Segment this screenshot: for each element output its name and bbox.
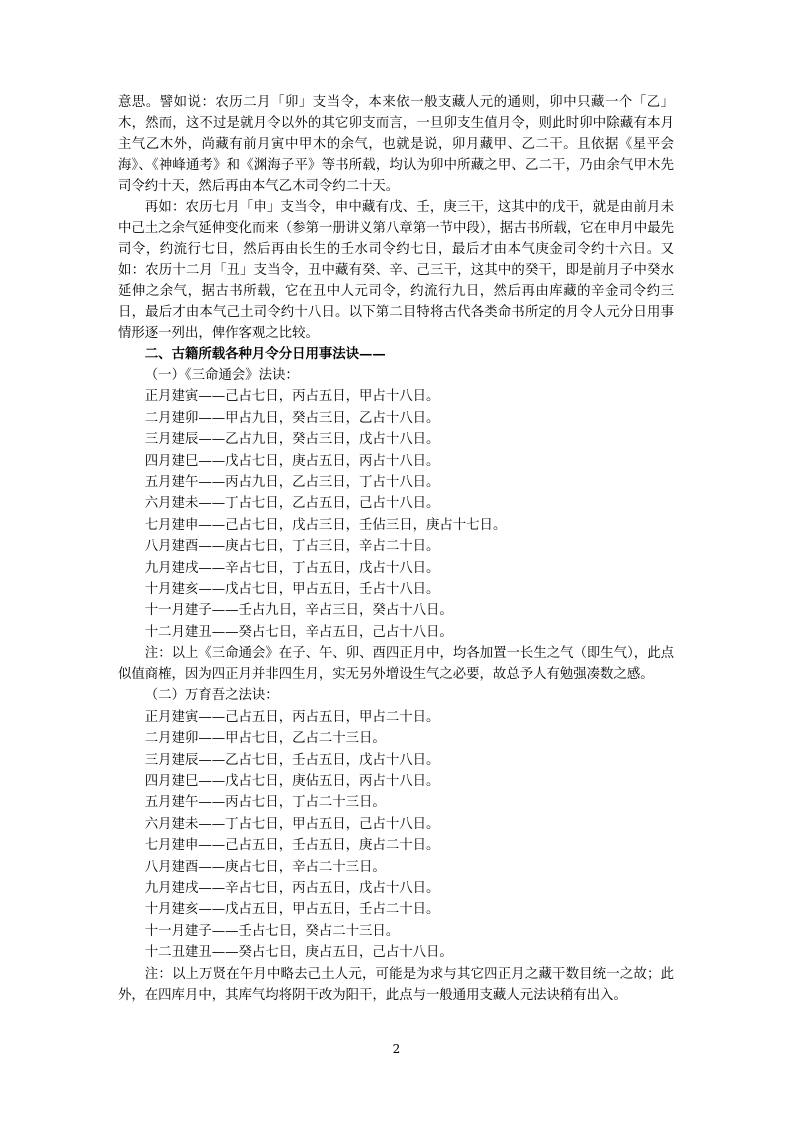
rule-line: 正月建寅——己占七日，丙占五日，甲占十八日。 xyxy=(144,389,440,405)
paragraph-intro: 意思。譬如说：农历二月「卯」支当令，本来依一般支藏人元的通则，卯中只藏一个「乙」木，然而，这不过是就月令以外的其它卯支而言，一旦卯支生值月令，则此时卯中除藏有本月主气乙木外，尚藏有前月寅中甲木的余气，也就是说，卯月藏甲、乙二干。且依据《星平会海》、《神峰通考》和《渊海子平》等书所载，均认为卯中所藏之甲、乙二干，乃由余气甲木先司令约十天，然后再由本气乙木司令约二十天。 xyxy=(118,95,674,194)
rule-line: 十一月建子——壬占九日，辛占三日，癸占十八日。 xyxy=(144,603,453,619)
section-heading: 二、古籍所载各种月令分日用事法诀—— xyxy=(144,346,386,362)
rule-line: 四月建巳——戊占七日，庚佔五日，丙占十八日。 xyxy=(144,773,440,789)
rule-line: 十二月建丑——癸占七日，辛占五日，己占十八日。 xyxy=(144,624,453,640)
rule-line: 九月建戌——辛占七日，丁占五日，戊占十八日。 xyxy=(144,560,440,576)
subsection-title-sanming: （一）《三命通会》法诀： xyxy=(144,368,299,383)
subsection-title-wanyuwu: （二）万育吾之法诀： xyxy=(144,688,279,704)
rule-line: 十月建亥——戊占七日，甲占五日，壬占十八日。 xyxy=(144,582,440,598)
rule-line: 九月建戌——辛占七日，丙占五日，戊占十八日。 xyxy=(144,880,440,896)
rule-line: 八月建酉——庚占七日，丁占三日，辛占二十日。 xyxy=(144,539,440,555)
rule-line: 五月建午——丙占七日，丁占二十三日。 xyxy=(144,795,386,811)
rule-list-sanming xyxy=(118,386,674,643)
document-body xyxy=(118,92,674,1006)
rule-list-wanyuwu xyxy=(118,707,674,964)
rule-line: 二月建卯——甲占七日，乙占二十三日。 xyxy=(144,731,386,747)
rule-line: 三月建辰——乙占九日，癸占三日，戊占十八日。 xyxy=(144,432,440,448)
note-sanming: 注：以上《三命通会》在子、午、卯、酉四正月中，均各加置一长生之气（即生气），此点似值商榷，因为四正月并非四生月，实无另外增设生气之必要，故总予人有勉强凑数之感。 xyxy=(118,646,674,683)
note-wanyuwu: 注：以上万贤在午月中略去己土人元，可能是为求与其它四正月之藏干数目统一之故；此外，在四库月中，其库气均将阴干改为阳干，此点与一般通用支藏人元法诀稍有出入。 xyxy=(118,966,674,1003)
rule-line: 六月建未——丁占七日，甲占五日，己占十八日。 xyxy=(144,816,440,832)
rule-line: 五月建午——丙占九日，乙占三日，丁占十八日。 xyxy=(144,475,440,491)
rule-line: 四月建巳——戊占七日，庚占五日，丙占十八日。 xyxy=(144,453,440,469)
rule-line: 七月建申——己占五日，壬占五日，庚占二十日。 xyxy=(144,838,440,854)
rule-line: 三月建辰——乙占七日，壬占五日，戊占十八日。 xyxy=(144,752,440,768)
rule-line: 六月建未——丁占七日，乙占五日，己占十八日。 xyxy=(144,496,440,512)
page-number: 2 xyxy=(392,1042,401,1056)
rule-line: 八月建酉——庚占七日，辛占二十三日。 xyxy=(144,859,386,875)
rule-line: 十月建亥——戊占五日，甲占五日，壬占二十日。 xyxy=(144,902,440,918)
rule-line: 十二丑建丑——癸占七日，庚占五日，己占十八日。 xyxy=(144,945,453,961)
rule-line: 正月建寅——己占五日，丙占五日，甲占二十日。 xyxy=(144,709,440,725)
rule-line: 十一月建子——壬占七日，癸占二十三日。 xyxy=(144,923,400,939)
rule-line: 二月建卯——甲占九日，癸占三日，乙占十八日。 xyxy=(144,410,440,426)
paragraph-example: 再如：农历七月「申」支当令，申中藏有戊、壬，庚三干，这其中的戊干，就是由前月未中己土之余气延伸变化而来（参第一册讲义第八章第一节中段），据古书所载，它在申月中最先司令，约流行七日，然后再由长生的壬水司令约七日，最后才由本气庚金司令约十六日。又如：农历十二月「丑」支当令，丑中藏有癸、辛、己三干，这其中的癸干，即是前月子中癸水延伸之余气，据古书所载，它在丑中人元司令，约流行九日，然后再由库藏的辛金司令约三日，最后才由本气己土司令约十八日。以下第二目特将古代各类命书所定的月令人元分日用事情形逐一列出，俾作客观之比较。 xyxy=(118,200,674,341)
rule-line: 七月建申——己占七日，戊占三日，壬佔三日，庚占十七日。 xyxy=(144,517,507,533)
